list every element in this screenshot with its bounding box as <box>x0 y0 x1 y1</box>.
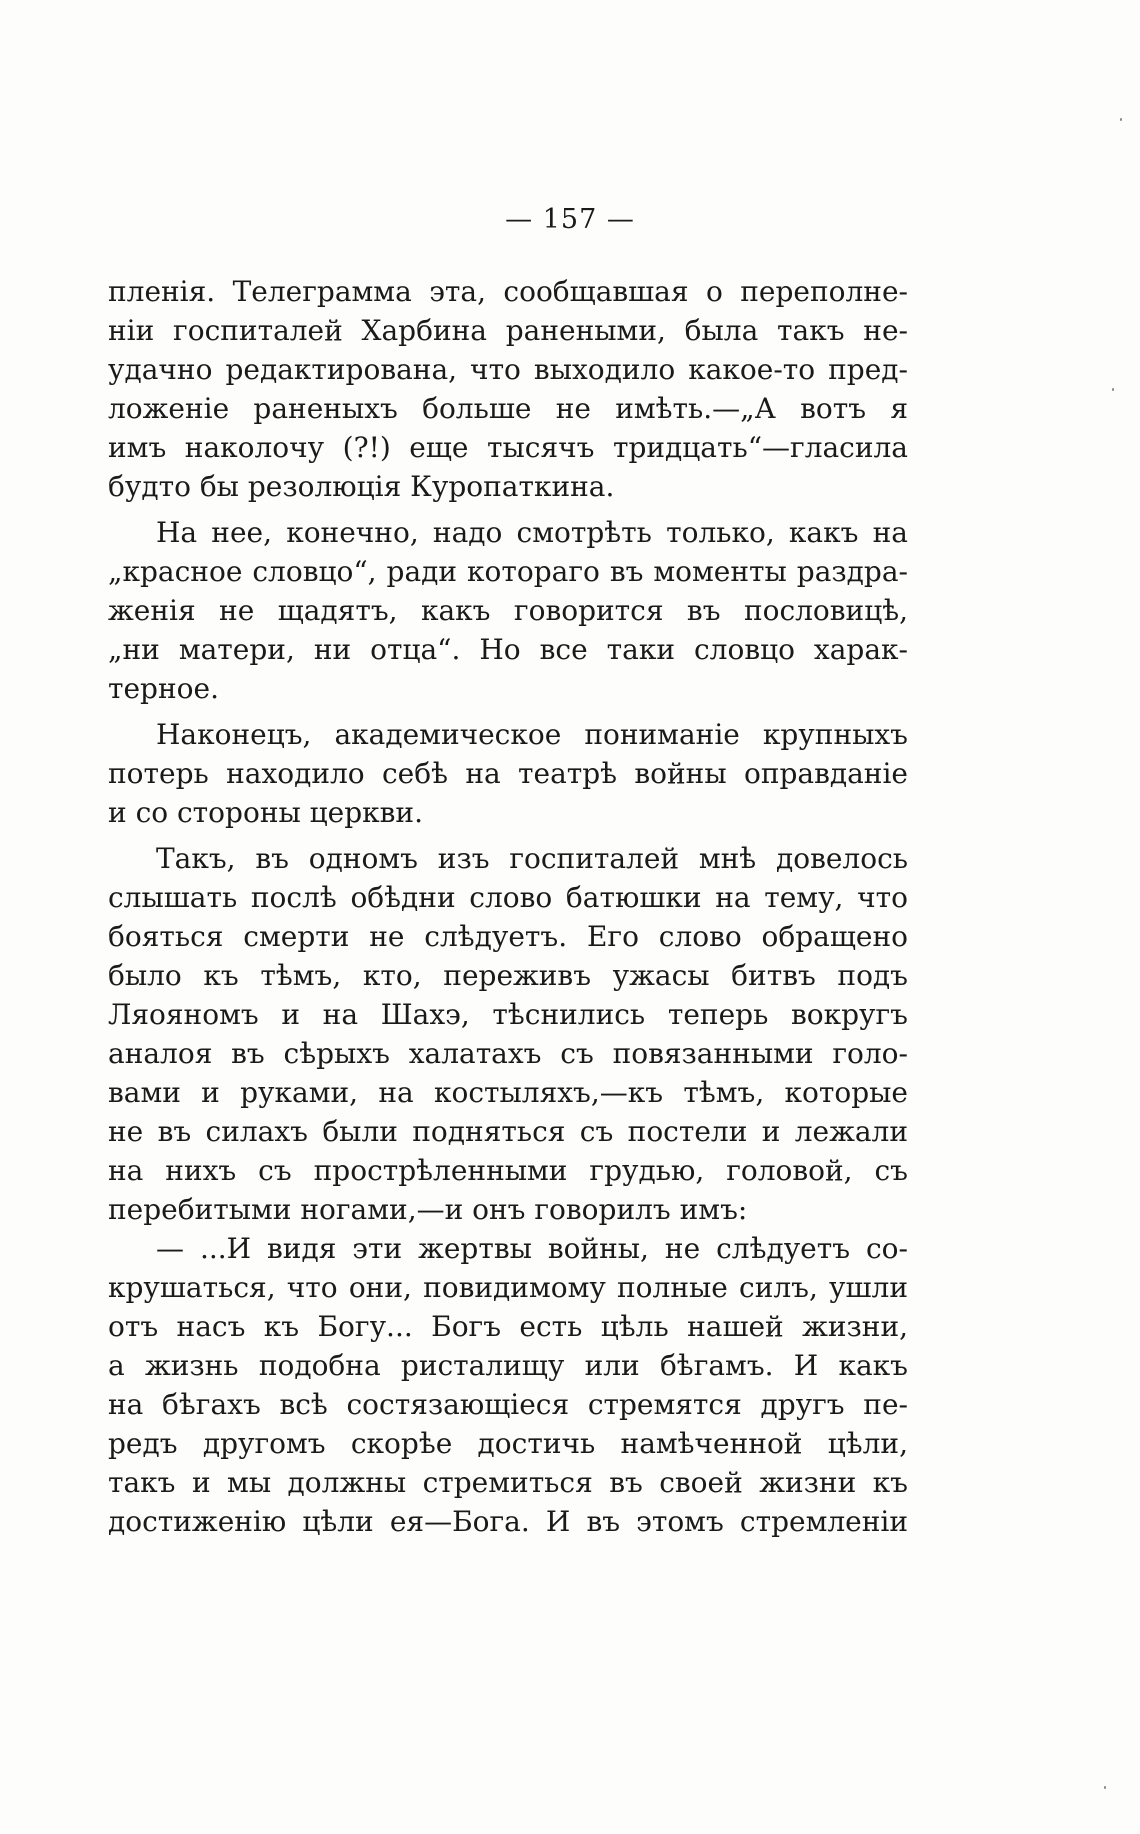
text-line: ніи госпиталей Харбина ранеными, была такъ не- <box>108 314 908 347</box>
text-line: слышать послѣ обѣдни слово батюшки на тему, что <box>108 881 908 914</box>
text-line: аналоя въ сѣрыхъ халатахъ съ повязанными голо- <box>108 1037 908 1070</box>
text-line: было къ тѣмъ, кто, переживъ ужасы битвъ подъ <box>108 959 908 992</box>
text-line: удачно редактирована, что выходило какое-то пред- <box>108 353 908 386</box>
text-line: на нихъ съ прострѣленными грудью, головой, съ <box>108 1154 908 1187</box>
text-line: крушаться, что они, повидимому полные силъ, ушли <box>108 1271 908 1304</box>
text-line: — ...И видя эти жертвы войны, не слѣдуетъ со- <box>156 1232 908 1265</box>
text-line: будто бы резолюція Куропаткина. <box>108 470 615 503</box>
text-line: ложеніе раненыхъ больше не имѣть.—„А вотъ я <box>108 392 908 425</box>
text-line: Ляояномъ и на Шахэ, тѣснились теперь вокругъ <box>108 998 908 1031</box>
text-line: „красное словцо“, ради котораго въ моменты раздра- <box>108 555 908 588</box>
body-text <box>108 272 908 1541</box>
text-line: потерь находило себѣ на театрѣ войны оправданіе <box>108 757 908 790</box>
text-line: редъ другомъ скорѣе достичь намѣченной цѣли, <box>108 1427 908 1460</box>
text-line: пленія. Телеграмма эта, сообщавшая о переполне- <box>108 275 908 308</box>
text-line: вами и руками, на костыляхъ,—къ тѣмъ, которые <box>108 1076 908 1109</box>
text-line: бояться смерти не слѣдуетъ. Его слово обращено <box>108 920 908 953</box>
text-line: женія не щадятъ, какъ говорится въ пословицѣ, <box>108 594 908 627</box>
text-line: перебитыми ногами,—и онъ говорилъ имъ: <box>108 1193 748 1226</box>
text-line: На нее, конечно, надо смотрѣть только, какъ на <box>156 516 908 549</box>
text-line: отъ насъ къ Богу... Богъ есть цѣль нашей жизни, <box>108 1310 908 1343</box>
text-line: не въ силахъ были подняться съ постели и лежали <box>108 1115 908 1148</box>
scan-speck <box>1104 1786 1106 1789</box>
text-line: и со стороны церкви. <box>108 796 423 829</box>
text-line: имъ наколочу (?!) еще тысячъ тридцать“—гласила <box>108 431 908 464</box>
text-line: такъ и мы должны стремиться въ своей жизни къ <box>108 1466 908 1499</box>
text-line: Такъ, въ одномъ изъ госпиталей мнѣ довелось <box>156 842 908 875</box>
scan-speck <box>1112 388 1114 391</box>
page-number: — 157 — <box>505 204 635 235</box>
text-line: достиженію цѣли ея—Бога. И въ этомъ стремленіи <box>108 1505 908 1538</box>
text-line: а жизнь подобна ристалищу или бѣгамъ. И какъ <box>108 1349 908 1382</box>
text-line: терное. <box>108 672 219 705</box>
text-line: „ни матери, ни отца“. Но все таки словцо харак- <box>108 633 908 666</box>
text-line: Наконецъ, академическое пониманіе крупныхъ <box>156 718 908 751</box>
scan-speck <box>1120 118 1122 121</box>
text-line: на бѣгахъ всѣ состязающіеся стремятся другъ пе- <box>108 1388 908 1421</box>
